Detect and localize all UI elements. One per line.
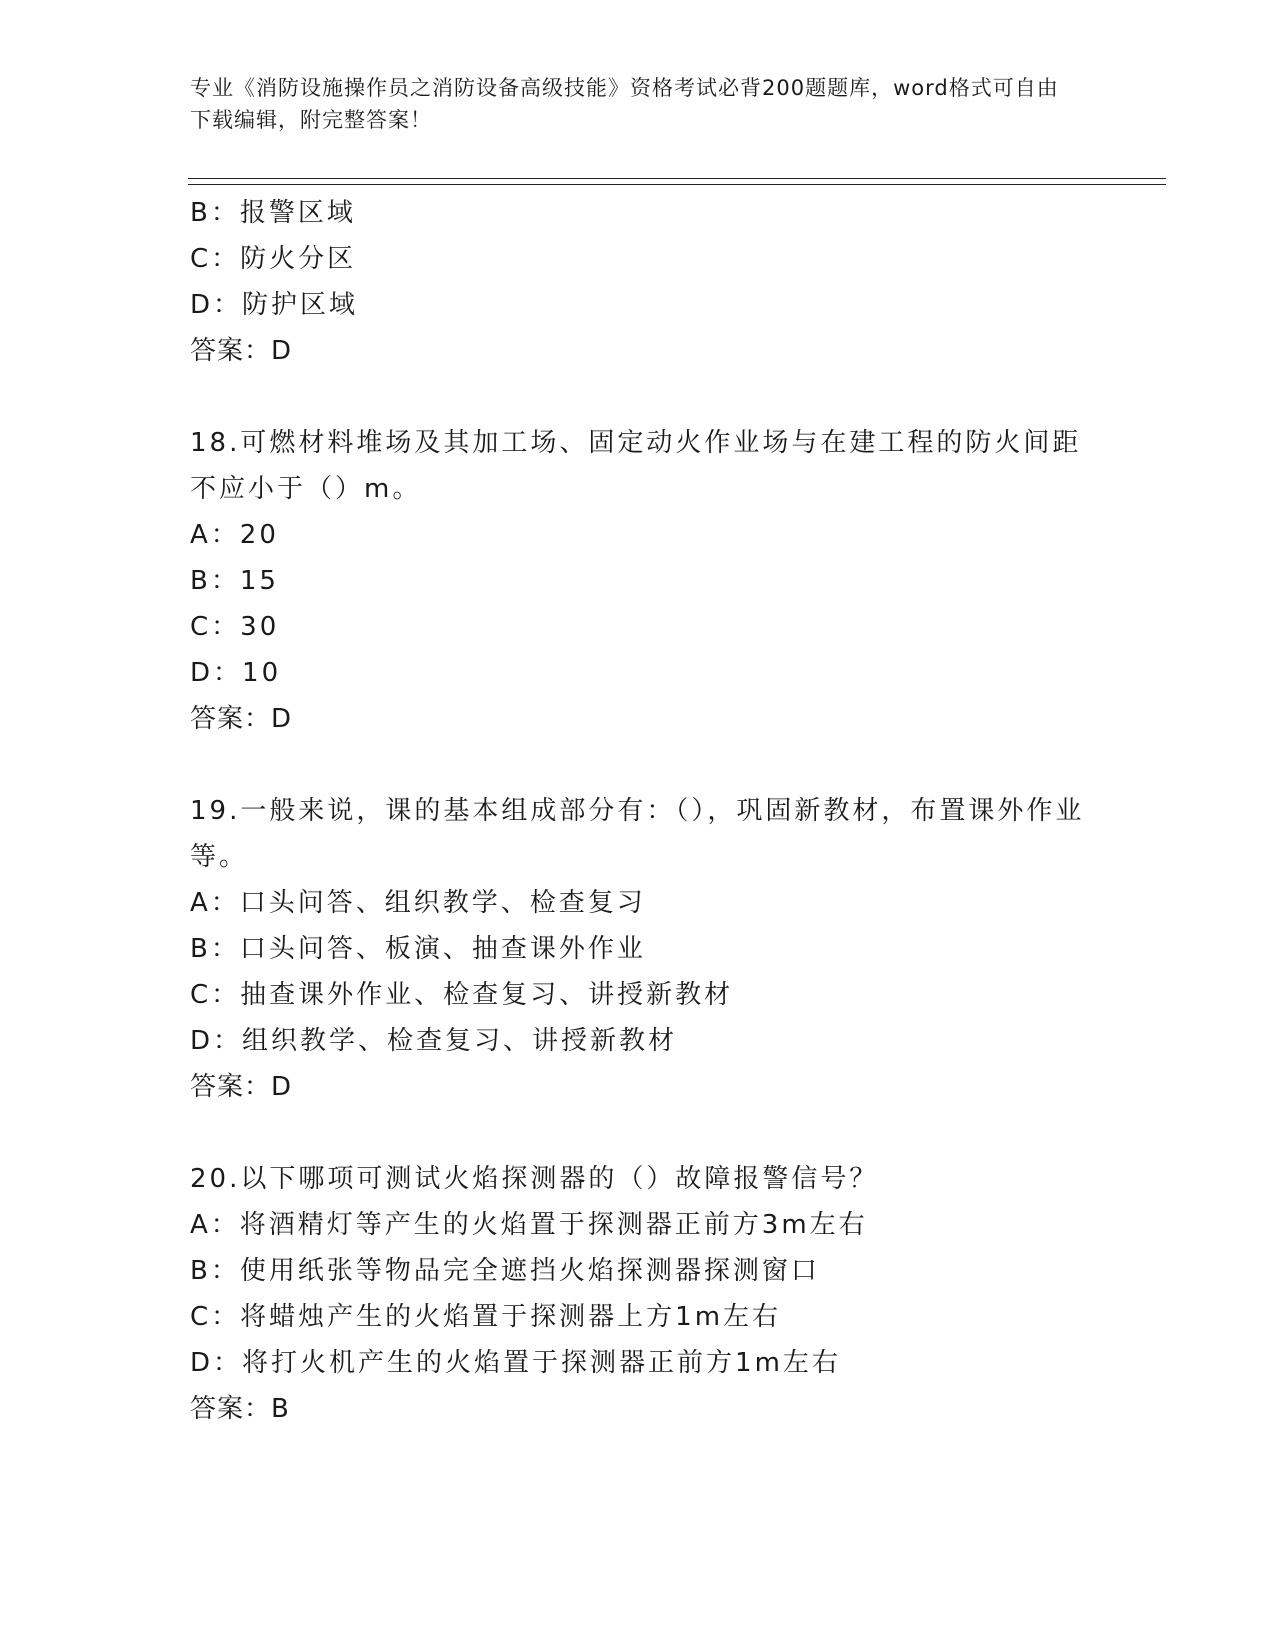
answer: 答案：D	[190, 336, 293, 366]
question-list	[190, 190, 1090, 1432]
option-c: C：防火分区	[190, 244, 357, 274]
question-18	[190, 420, 1090, 742]
question-17-continued	[190, 190, 1090, 374]
option-a: A：口头问答、组织教学、检查复习	[190, 888, 646, 918]
question-19	[190, 788, 1090, 1110]
option-b: B：报警区域	[190, 198, 356, 228]
question-text: 20.以下哪项可测试火焰探测器的（）故障报警信号？	[190, 1164, 879, 1194]
option-d: D：防护区域	[190, 290, 359, 320]
option-d: D：10	[190, 658, 282, 688]
option-d: D：将打火机产生的火焰置于探测器正前方1m左右	[190, 1348, 841, 1378]
option-b: B：15	[190, 566, 279, 596]
option-a: A：20	[190, 520, 279, 550]
option-c: C：30	[190, 612, 280, 642]
answer: 答案：B	[190, 1394, 290, 1424]
option-c: C：抽查课外作业、检查复习、讲授新教材	[190, 980, 734, 1010]
option-d: D：组织教学、检查复习、讲授新教材	[190, 1026, 678, 1056]
document-header: 专业《消防设施操作员之消防设备高级技能》资格考试必背200题题库，word格式可自由下载编辑，附完整答案！	[190, 76, 1059, 132]
option-a: A：将酒精灯等产生的火焰置于探测器正前方3m左右	[190, 1210, 868, 1240]
header-divider-top	[188, 178, 1166, 179]
header-divider-bottom	[188, 184, 1166, 185]
question-20	[190, 1156, 1090, 1432]
option-b: B：口头问答、板演、抽查课外作业	[190, 934, 646, 964]
option-b: B：使用纸张等物品完全遮挡火焰探测器探测窗口	[190, 1256, 820, 1286]
answer: 答案：D	[190, 1072, 293, 1102]
option-c: C：将蜡烛产生的火焰置于探测器上方1m左右	[190, 1302, 782, 1332]
answer: 答案：D	[190, 704, 293, 734]
question-text: 19.一般来说，课的基本组成部分有：（），巩固新教材，布置课外作业等。	[190, 796, 1085, 872]
question-text: 18.可燃材料堆场及其加工场、固定动火作业场与在建工程的防火间距不应小于（）m。	[190, 428, 1082, 504]
